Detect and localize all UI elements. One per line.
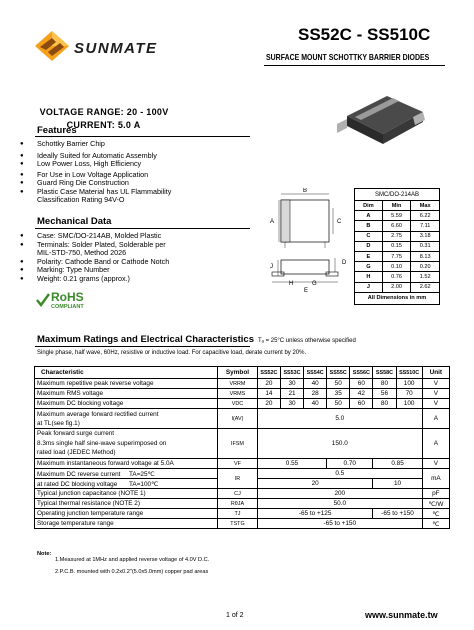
mechanical-title: Mechanical Data	[37, 216, 112, 227]
features-underline	[35, 136, 250, 137]
mechanical-underline	[35, 228, 250, 229]
notes	[37, 550, 209, 577]
notes-title: Note:	[37, 551, 52, 557]
row-label: rated load (JEDEC Method)	[37, 449, 116, 457]
table-cell: -65 to +125	[257, 509, 373, 519]
table-cell: V	[422, 379, 449, 389]
table-cell: Typical junction capacitance (NOTE 1)	[35, 489, 218, 499]
table-cell: IFSM	[218, 429, 258, 459]
table-cell: 2.75	[382, 231, 411, 241]
row-label: 8.3ms single half sine-wave superimposed on	[37, 439, 167, 447]
table-row	[355, 262, 440, 272]
table-cell: V	[422, 459, 449, 469]
header-cell: SS58C	[373, 367, 396, 379]
table-cell: 0.10	[382, 262, 411, 272]
table-cell: 8.13	[411, 251, 440, 261]
package-dimension-drawing	[262, 188, 352, 294]
table-row	[35, 429, 450, 459]
table-cell: 5.59	[382, 211, 411, 221]
rohs-subtext: COMPLIANT	[51, 304, 84, 310]
table-cell: 50	[327, 379, 350, 389]
table-cell: 10	[373, 479, 422, 489]
table-cell: Maximum instantaneous forward voltage at 5.0A	[35, 459, 218, 469]
table-cell: 0.55	[257, 459, 326, 469]
note-item: 1.Measured at 1MHz and applied reverse voltage of 4.0V D.C.	[55, 557, 210, 563]
row-label: Peak forward surge current	[37, 430, 115, 438]
header-cell: SS510C	[396, 367, 422, 379]
row-label: at rated DC blocking voltage	[37, 480, 118, 488]
max-ratings-intro: Single phase, half wave, 60Hz, resistive or inductive load. For capacitive load, derate current by 20%.	[37, 350, 307, 356]
table-cell: 150.0	[257, 429, 422, 459]
max-ratings-table	[34, 366, 450, 529]
part-number: SS52C - SS510C	[298, 25, 431, 44]
table-cell: 2.62	[411, 282, 440, 292]
dim-label-c: C	[337, 219, 342, 225]
table-row	[35, 509, 450, 519]
table-row	[35, 399, 450, 409]
table-cell: J	[355, 282, 383, 292]
table-row	[35, 519, 450, 529]
header-divider	[264, 65, 445, 66]
table-cell: Maximum DC blocking voltage	[35, 399, 218, 409]
list-item: ● Plastic Case Material has UL Flammability Classification Rating 94V-O	[20, 188, 212, 205]
table-cell: Operating junction temperature range	[35, 509, 218, 519]
table-cell: 50	[327, 399, 350, 409]
table-cell: 0.70	[327, 459, 373, 469]
table-cell: 0.76	[382, 272, 411, 282]
table-cell: 0.5	[257, 469, 422, 479]
brand-name: SUNMATE	[74, 40, 158, 57]
table-cell: V	[422, 399, 449, 409]
table-cell: 0.31	[411, 241, 440, 251]
list-item: ● Terminals: Solder Plated, Solderable per MIL-STD-750, Method 2026	[20, 241, 172, 258]
table-cell: Storage temperature range	[35, 519, 218, 529]
dim-label-b: B	[303, 188, 308, 194]
row-condition: TA=100℃	[129, 480, 159, 488]
rohs-check-icon	[36, 293, 50, 307]
table-row	[35, 499, 450, 509]
header-cell: SS52C	[257, 367, 280, 379]
table-cell: pF	[422, 489, 449, 499]
table-cell: 20	[257, 399, 280, 409]
table-row	[35, 409, 450, 429]
footer-url[interactable]: www.sunmate.tw	[365, 610, 438, 620]
table-cell: A	[355, 211, 383, 221]
list-item: ● Guard Ring Die Construction	[20, 179, 245, 188]
header-cell: Dim	[355, 201, 383, 211]
table-cell: VRMS	[218, 389, 258, 399]
table-cell: 100	[396, 399, 422, 409]
product-subtitle: SURFACE MOUNT SCHOTTKY BARRIER DIODES	[266, 52, 430, 62]
table-cell: 35	[327, 389, 350, 399]
current-rating: CURRENT: 5.0 A	[66, 120, 141, 130]
dim-label-a: A	[270, 219, 275, 225]
table-cell: VRRM	[218, 379, 258, 389]
table-cell	[35, 479, 218, 489]
table-cell: A	[422, 409, 449, 429]
table-cell: I(AV)	[218, 409, 258, 429]
table-cell: IR	[218, 469, 258, 489]
list-item: ● Ideally Suited for Automatic Assembly	[20, 152, 245, 161]
table-cell: 80	[373, 379, 396, 389]
table-cell: -65 to +150	[257, 519, 422, 529]
table-cell: G	[355, 262, 383, 272]
brand-logo	[34, 30, 158, 62]
table-cell: TSTG	[218, 519, 258, 529]
max-ratings-condition: Tₐ = 25°C unless otherwise specified	[258, 338, 356, 344]
table-header-row	[355, 201, 440, 211]
table-header-row	[35, 367, 450, 379]
header-cell: SS55C	[327, 367, 350, 379]
table-cell: 1.52	[411, 272, 440, 282]
row-condition: TA=25℃	[129, 470, 155, 478]
table-cell: 5.0	[257, 409, 422, 429]
table-cell: 7.75	[382, 251, 411, 261]
list-item: ● Low Power Loss, High Efficiency	[20, 160, 245, 169]
max-ratings-underline	[35, 346, 250, 347]
header-cell: Symbol	[218, 367, 258, 379]
dimension-table-footer: All Dimensions in mm	[355, 292, 440, 304]
features-title: Features	[37, 125, 77, 136]
table-cell: 200	[257, 489, 422, 499]
table-cell: 20	[257, 379, 280, 389]
table-cell: VDC	[218, 399, 258, 409]
table-cell: 42	[350, 389, 373, 399]
table-cell: E	[355, 251, 383, 261]
table-cell: B	[355, 221, 383, 231]
list-item: ● For Use in Low Voltage Application	[20, 171, 245, 180]
table-cell: -65 to +150	[373, 509, 422, 519]
row-label: Maximum average forward rectified current	[37, 410, 159, 418]
table-row	[35, 389, 450, 399]
rohs-badge	[36, 290, 96, 312]
table-cell: 28	[304, 389, 327, 399]
table-row	[355, 282, 440, 292]
header-cell: SS53C	[280, 367, 303, 379]
table-cell: 70	[396, 389, 422, 399]
table-row	[355, 221, 440, 231]
table-cell: 6.22	[411, 211, 440, 221]
table-cell: 0.20	[411, 262, 440, 272]
package-photo	[335, 84, 425, 154]
mechanical-list	[20, 232, 190, 284]
row-label: Maximum DC reverse current	[37, 470, 121, 478]
features-list	[20, 140, 245, 205]
logo-emblem-icon	[34, 30, 70, 62]
table-row	[35, 489, 450, 499]
table-cell: ℃	[422, 509, 449, 519]
table-cell: 7.11	[411, 221, 440, 231]
header-cell: Max	[411, 201, 440, 211]
table-cell: Maximum repetitive peak reverse voltage	[35, 379, 218, 389]
table-cell: 21	[280, 389, 303, 399]
list-item: ● Weight: 0.21 grams (approx.)	[20, 275, 190, 284]
table-cell: 40	[304, 379, 327, 389]
table-cell: 80	[373, 399, 396, 409]
table-row	[35, 459, 450, 469]
dim-label-g: G	[312, 281, 317, 287]
table-row	[355, 211, 440, 221]
dim-label-h: H	[289, 281, 294, 287]
dim-label-d: D	[342, 260, 347, 266]
list-item: ● Marking: Type Number	[20, 266, 190, 275]
list-item: ● Polarity: Cathode Band or Cathode Notch	[20, 258, 190, 267]
row-label: at TL(see fig.1)	[37, 419, 80, 427]
max-ratings-title: Maximum Ratings and Electrical Characteristics	[37, 334, 254, 345]
table-cell	[35, 429, 218, 459]
table-row	[35, 469, 450, 479]
table-cell: Maximum RMS voltage	[35, 389, 218, 399]
header-cell: SS54C	[304, 367, 327, 379]
table-cell: H	[355, 272, 383, 282]
table-cell: 56	[373, 389, 396, 399]
table-cell: 0.15	[382, 241, 411, 251]
header-cell: Unit	[422, 367, 449, 379]
list-item: ● Schottky Barrier Chip	[20, 140, 245, 149]
dimension-table-title: SMC/DO-214AB	[355, 189, 440, 201]
voltage-range: VOLTAGE RANGE: 20 - 100V	[39, 107, 169, 117]
table-cell: 3.18	[411, 231, 440, 241]
table-row	[355, 272, 440, 282]
table-cell: mA	[422, 469, 449, 489]
table-cell: 2.00	[382, 282, 411, 292]
table-cell: 6.60	[382, 221, 411, 231]
table-cell: 14	[257, 389, 280, 399]
table-cell: V	[422, 389, 449, 399]
table-row	[35, 379, 450, 389]
table-cell: 60	[350, 399, 373, 409]
table-row	[355, 231, 440, 241]
table-cell: 30	[280, 399, 303, 409]
table-row	[355, 241, 440, 251]
page-number: 1 of 2	[226, 612, 244, 619]
table-cell: VF	[218, 459, 258, 469]
table-cell: 50.0	[257, 499, 422, 509]
table-cell: 20	[257, 479, 373, 489]
table-cell	[35, 469, 218, 479]
table-cell: CJ	[218, 489, 258, 499]
dim-label-j: J	[270, 264, 273, 270]
table-cell: 0.85	[373, 459, 422, 469]
table-cell: ℃/W	[422, 499, 449, 509]
table-cell: ℃	[422, 519, 449, 529]
table-cell: 100	[396, 379, 422, 389]
table-cell: 30	[280, 379, 303, 389]
header-cell: Min	[382, 201, 411, 211]
dimension-table	[354, 188, 440, 305]
table-cell: C	[355, 231, 383, 241]
table-cell: D	[355, 241, 383, 251]
dim-label-e: E	[304, 288, 309, 294]
header-cell: Characteristic	[35, 367, 218, 379]
table-cell: TJ	[218, 509, 258, 519]
note-item: 2.P.C.B. mounted with 0.2x0.2"(5.0x5.0mm) copper pad areas	[55, 569, 209, 575]
rohs-text: RoHS	[51, 290, 84, 304]
table-cell	[35, 409, 218, 429]
table-cell: Typical thermal resistance (NOTE 2)	[35, 499, 218, 509]
table-cell: A	[422, 429, 449, 459]
table-cell: 40	[304, 399, 327, 409]
table-row	[355, 251, 440, 261]
table-cell: RθJA	[218, 499, 258, 509]
table-cell: 60	[350, 379, 373, 389]
list-item: ● Case: SMC/DO-214AB, Molded Plastic	[20, 232, 190, 241]
header-cell: SS56C	[350, 367, 373, 379]
